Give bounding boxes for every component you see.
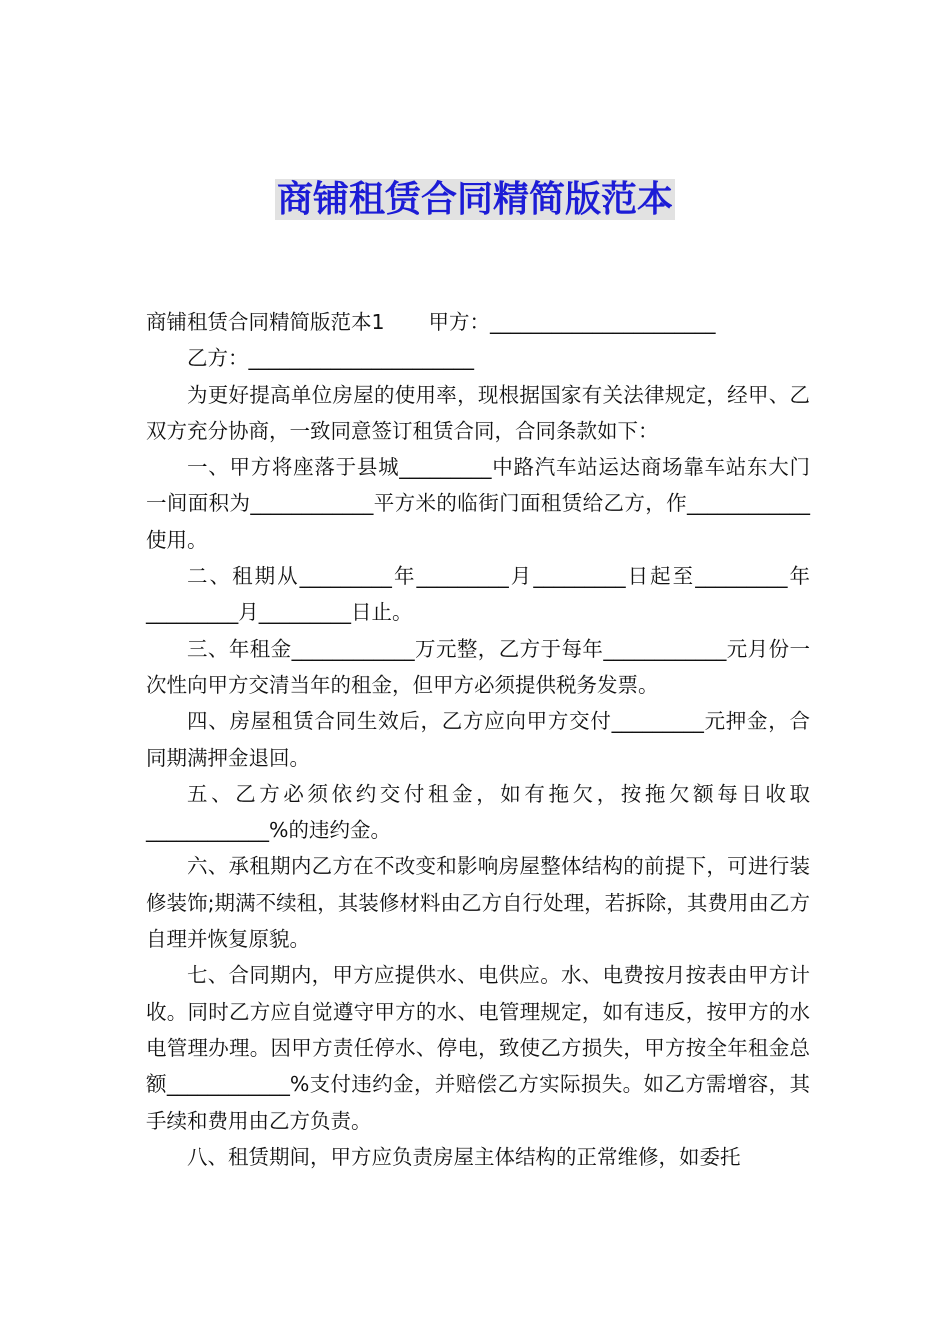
paragraph-clause-2: 二、租期从_________年_________月_________日起至_________年_________月_________日止。 (146, 564, 810, 625)
paragraph-clause-7: 七、合同期内，甲方应提供水、电供应。水、电费按月按表由甲方计收。同时乙方应自觉遵守甲方的水、电管理规定，如有违反，按甲方的水电管理办理。因甲方责任停水、停电，致使乙方损失，甲方按全年租金总额____________%支付违约金，并赔偿乙方实际损失。如乙方需增容，其手续和费用由乙方负责。 (146, 963, 810, 1133)
paragraph-clause-8: 八、租赁期间，甲方应负责房屋主体结构的正常维修，如委托 (187, 1144, 741, 1169)
heading-line (146, 304, 810, 340)
party-a-line: 甲方：______________________ (428, 310, 716, 334)
document-title-text: 商铺租赁合同精简版范本 (276, 179, 673, 220)
paragraph-intro: 为更好提高单位房屋的使用率，现根据国家有关法律规定，经甲、乙双方充分协商，一致同意签订租赁合同，合同条款如下： (146, 382, 810, 443)
document-title (0, 176, 950, 224)
contract-label: 商铺租赁合同精简版范本1 (146, 310, 385, 334)
document-body (146, 304, 810, 1175)
paragraph-clause-4: 四、房屋租赁合同生效后，乙方应向甲方交付_________元押金，合同期满押金退回。 (146, 709, 810, 770)
paragraph-clause-1: 一、甲方将座落于县城_________中路汽车站运达商场靠车站东大门一间面积为____________平方米的临街门面租赁给乙方，作____________使用。 (146, 455, 810, 552)
paragraph-clause-3: 三、年租金____________万元整，乙方于每年____________元月份一次性向甲方交清当年的租金，但甲方必须提供税务发票。 (146, 636, 810, 697)
party-b-line: 乙方：______________________ (187, 346, 474, 371)
paragraph-clause-6: 六、承租期内乙方在不改变和影响房屋整体结构的前提下，可进行装修装饰;期满不续租，其装修材料由乙方自行处理，若拆除，其费用由乙方自理并恢复原貌。 (146, 854, 810, 952)
paragraph-clause-5: 五、乙方必须依约交付租金，如有拖欠，按拖欠额每日收取____________%的违约金。 (146, 781, 810, 843)
